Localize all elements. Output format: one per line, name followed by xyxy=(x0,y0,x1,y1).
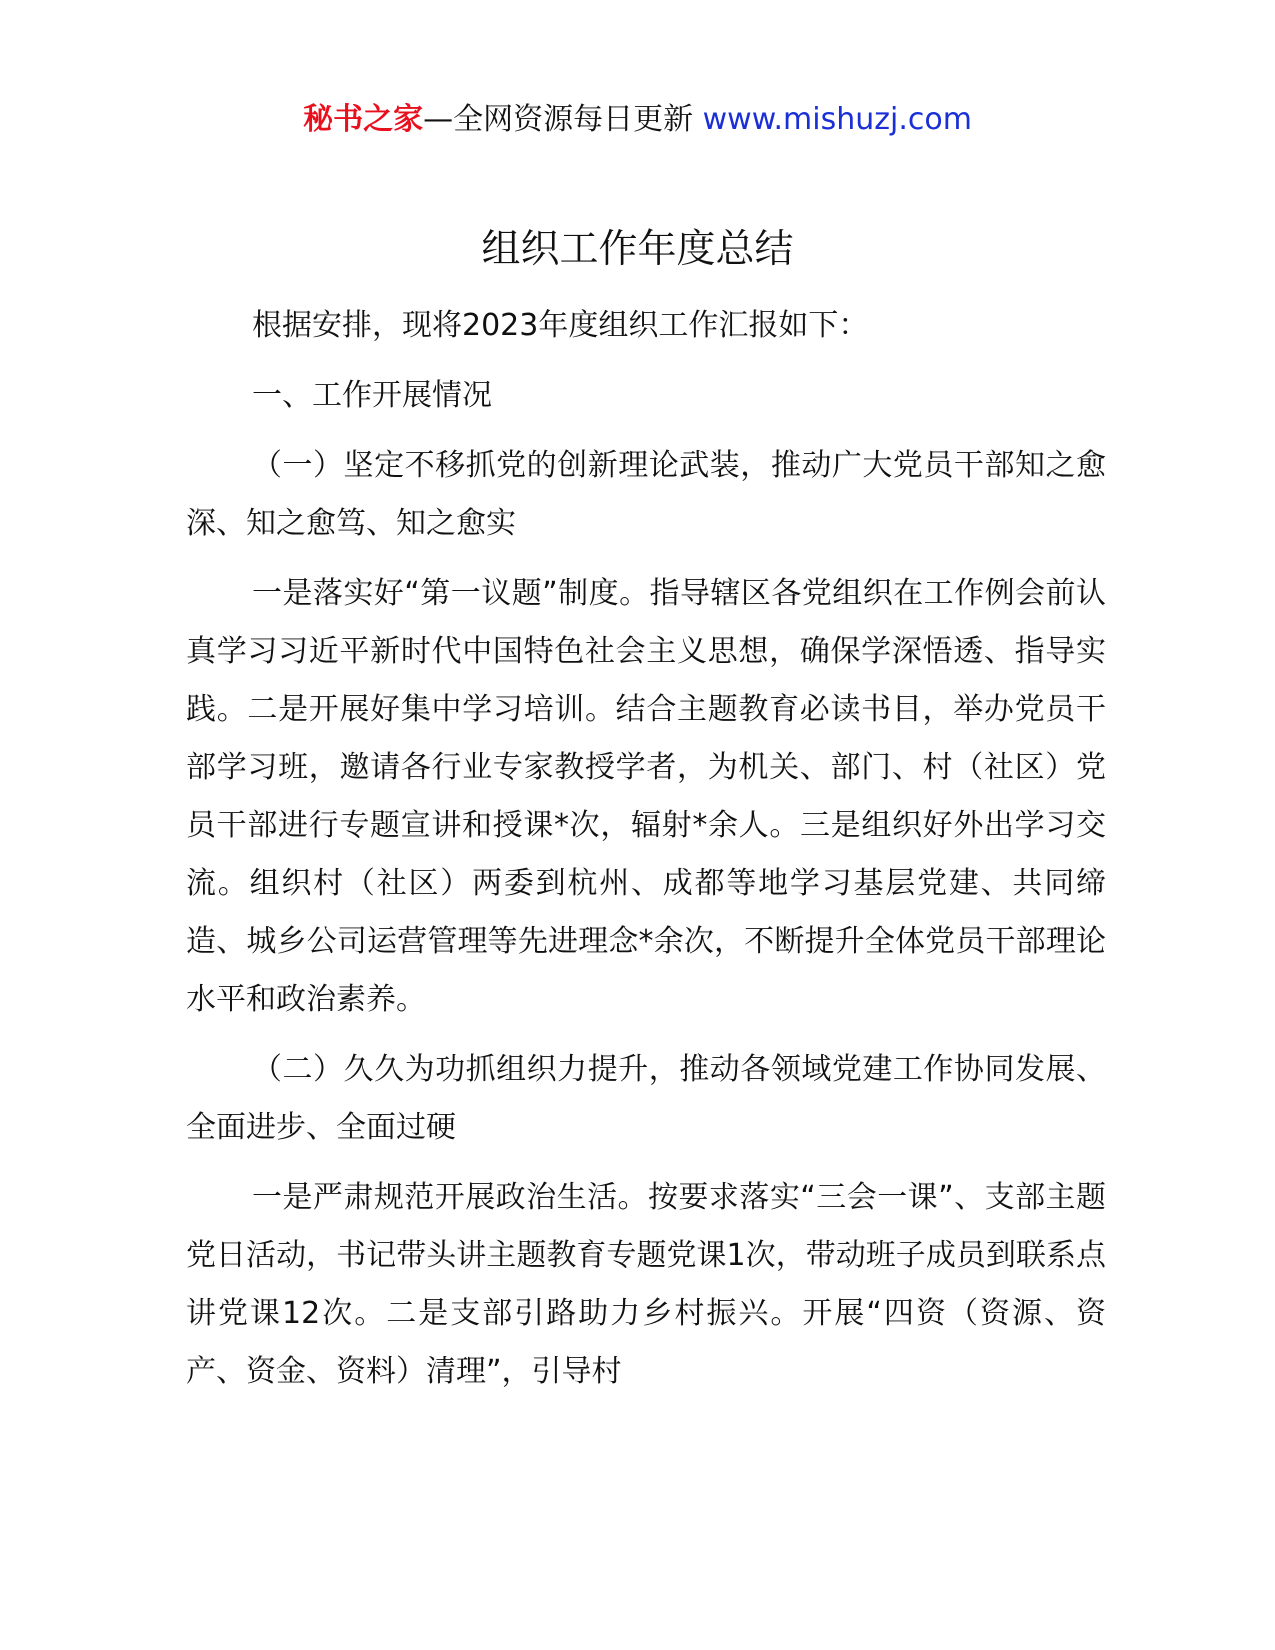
website-link[interactable]: www.mishuzj.com xyxy=(702,102,972,137)
subsection-heading: （二）久久为功抓组织力提升，推动各领域党建工作协同发展、全面进步、全面过硬 xyxy=(186,1052,1106,1145)
site-header xyxy=(0,98,1275,142)
body-paragraph: 一是落实好“第一议题”制度。指导辖区各党组织在工作例会前认真学习习近平新时代中国特色社会主义思想，确保学深悟透、指导实践。二是开展好集中学习培训。结合主题教育必读书目，举办党员干部学习班，邀请各行业专家教授学者，为机关、部门、村（社区）党员干部进行专题宣讲和授课*次，辐射*余人。三是组织好外出学习交流。组织村（社区）两委到杭州、成都等地学习基层党建、共同缔造、城乡公司运营管理等先进理念*余次，不断提升全体党员干部理论水平和政治素养。 xyxy=(186,576,1106,1017)
document-title: 组织工作年度总结 xyxy=(481,227,794,272)
intro-paragraph: 根据安排，现将2023年度组织工作汇报如下： xyxy=(252,308,869,343)
subsection-heading: （一）坚定不移抓党的创新理论武装，推动广大党员干部知之愈深、知之愈笃、知之愈实 xyxy=(186,448,1106,541)
section-heading: 一、工作开展情况 xyxy=(252,378,492,413)
header-tagline: —全网资源每日更新 xyxy=(423,102,703,137)
body-paragraph: 一是严肃规范开展政治生活。按要求落实“三会一课”、支部主题党日活动，书记带头讲主题教育专题党课1次，带动班子成员到联系点讲党课12次。二是支部引路助力乡村振兴。开展“四资（资源、资产、资金、资料）清理”，引导村 xyxy=(186,1180,1106,1389)
document-body xyxy=(186,297,1106,1413)
brand-name: 秘书之家 xyxy=(303,102,424,137)
